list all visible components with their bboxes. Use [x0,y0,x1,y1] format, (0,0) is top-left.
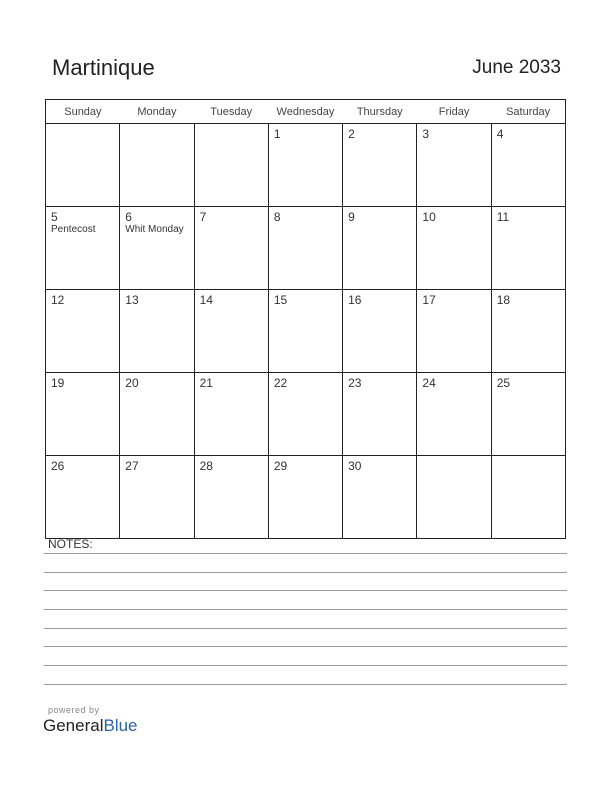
weekday-saturday: Saturday [491,100,565,124]
day-number: 13 [125,293,139,307]
day-number: 2 [348,127,355,141]
day-cell [120,124,194,207]
day-number: 7 [199,210,207,224]
day-number: 25 [496,376,511,390]
day-number: 26 [51,459,65,473]
day-number: 5 [51,210,58,224]
note-line [44,609,567,610]
day-cell [194,290,268,373]
day-cell [417,207,491,290]
day-cell [194,456,268,539]
week-row [46,290,566,373]
day-number: 29 [273,459,288,473]
day-cell [491,456,565,539]
day-cell [120,456,194,539]
weekday-friday: Friday [417,100,491,124]
day-number: 21 [199,376,213,390]
note-line [44,684,567,685]
day-number: 24 [422,376,436,390]
day-cell [343,207,417,290]
day-number: 12 [51,293,65,307]
day-cell [46,373,120,456]
week-row [46,207,566,290]
powered-by-text: powered by [48,705,100,715]
day-cell [268,290,342,373]
week-row [46,373,566,456]
weekday-header-row [46,100,566,124]
day-cell [194,124,268,207]
day-number: 19 [51,376,65,390]
day-number: 3 [422,127,430,141]
note-line [44,590,567,591]
weekday-thursday: Thursday [343,100,417,124]
day-number: 10 [422,210,436,224]
day-cell [268,124,342,207]
day-cell [268,207,342,290]
day-number: 28 [199,459,213,473]
day-number: 27 [125,459,139,473]
day-number: 14 [199,293,213,307]
day-number: 20 [125,376,139,390]
weekday-monday: Monday [120,100,194,124]
calendar-grid [45,99,566,539]
day-cell [491,290,565,373]
weekday-wednesday: Wednesday [268,100,342,124]
day-number: 9 [348,210,355,224]
day-cell [194,207,268,290]
day-cell [417,124,491,207]
day-cell [46,290,120,373]
day-cell [194,373,268,456]
holiday-label: Whit Monday [125,224,184,235]
day-cell [417,456,491,539]
note-line [44,553,567,554]
note-line [44,572,567,573]
logo-general: General [43,716,104,735]
day-number: 15 [273,293,288,307]
day-cell [417,373,491,456]
day-number: 30 [348,459,362,473]
day-number: 1 [273,127,281,141]
note-line [44,646,567,647]
note-line [44,628,567,629]
calendar-month: June 2033 [472,57,561,78]
day-cell [268,456,342,539]
day-cell [343,373,417,456]
day-cell [343,456,417,539]
day-cell [491,124,565,207]
logo-blue: Blue [103,716,138,735]
day-cell [46,207,120,290]
day-number: 16 [348,293,362,307]
day-cell [417,290,491,373]
day-number: 18 [496,293,511,307]
day-number: 11 [496,210,510,224]
week-row [46,124,566,207]
day-cell [120,373,194,456]
week-row [46,456,566,539]
day-cell [120,290,194,373]
day-cell [120,207,194,290]
day-cell [343,290,417,373]
day-cell [46,456,120,539]
day-cell [491,373,565,456]
generalblue-logo [43,716,138,736]
weekday-sunday: Sunday [46,100,120,124]
day-cell [268,373,342,456]
weekday-tuesday: Tuesday [194,100,268,124]
day-number: 6 [125,210,132,224]
holiday-label: Pentecost [51,224,96,235]
day-number: 17 [422,293,436,307]
day-cell [491,207,565,290]
day-number: 22 [273,376,288,390]
notes-label: NOTES: [48,537,93,551]
calendar-title: Martinique [52,55,155,80]
day-number: 23 [348,376,362,390]
day-cell [343,124,417,207]
day-number: 4 [496,127,504,141]
day-cell [46,124,120,207]
note-line [44,665,567,666]
day-number: 8 [273,210,281,224]
